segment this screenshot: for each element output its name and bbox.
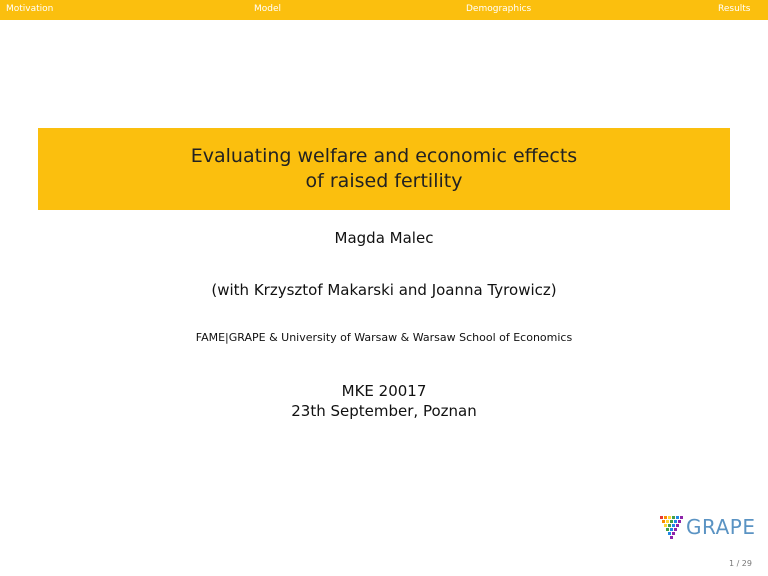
page-number: 1 / 29	[728, 559, 752, 568]
section-navigation	[0, 0, 768, 20]
nav-item-motivation[interactable]: Motivation	[6, 4, 54, 14]
title-box	[38, 128, 730, 210]
title-line-1: Evaluating welfare and economic effects	[190, 145, 578, 167]
grape-logo	[660, 514, 760, 540]
grape-logo-icon	[660, 514, 686, 540]
nav-item-results[interactable]: Results	[718, 4, 751, 14]
event-name: MKE 20017	[341, 382, 427, 400]
coauthors: (with Krzysztof Makarski and Joanna Tyrowicz)	[211, 281, 557, 299]
event-date-place: 23th September, Poznan	[291, 402, 477, 420]
grape-logo-text: GRAPE	[686, 515, 756, 539]
affiliation: FAME|GRAPE & University of Warsaw & Warsaw School of Economics	[195, 331, 573, 344]
title-line-2: of raised fertility	[305, 170, 463, 192]
author-name: Magda Malec	[334, 229, 434, 247]
nav-item-demographics[interactable]: Demographics	[466, 4, 532, 14]
nav-item-model[interactable]: Model	[254, 4, 282, 14]
